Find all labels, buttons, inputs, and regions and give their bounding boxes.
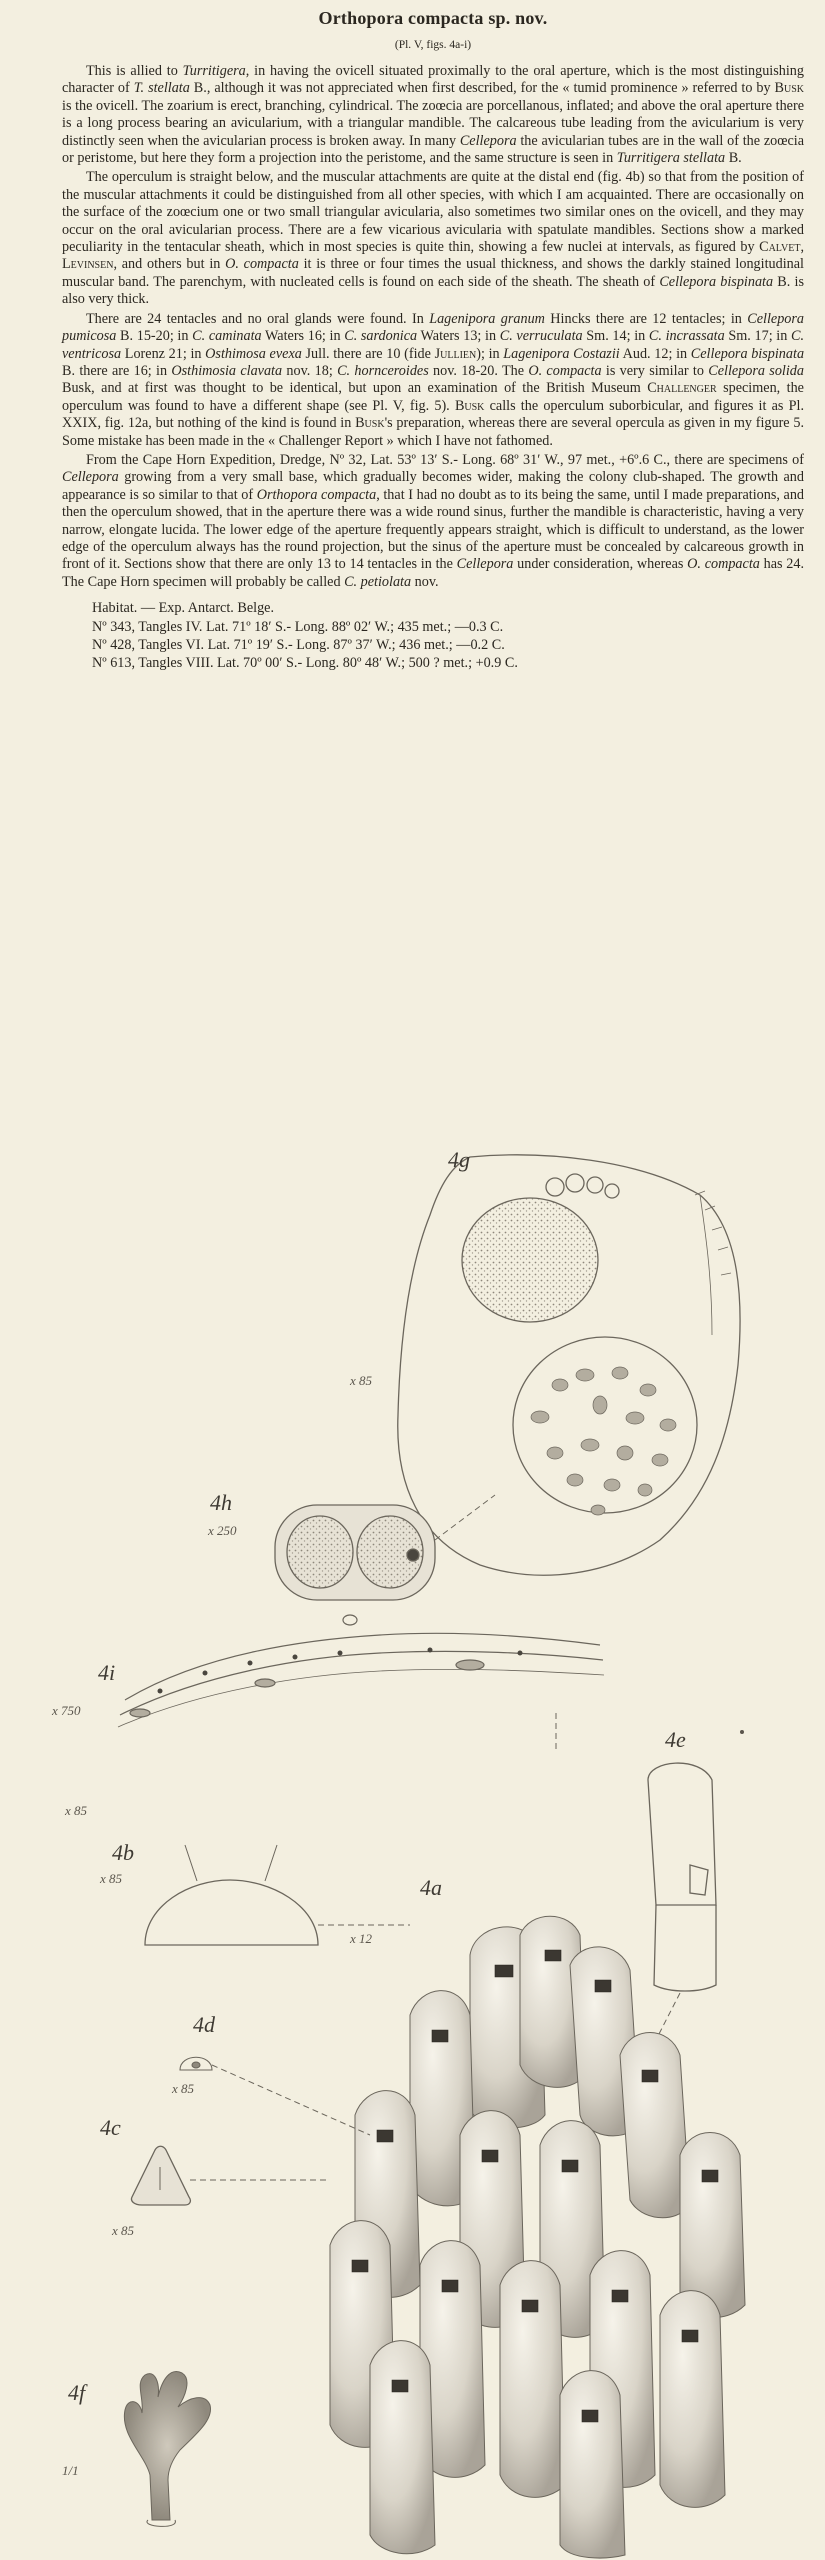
small-caps-name: Busk bbox=[774, 80, 804, 97]
italic-term: Lagenipora Costazii bbox=[503, 345, 620, 362]
italic-term: Osthimosia clavata bbox=[171, 362, 283, 379]
italic-term: Cellepora bbox=[456, 556, 514, 573]
mag-4d: x 85 bbox=[172, 2081, 195, 2096]
label-4b: 4b bbox=[112, 1840, 134, 1865]
label-4c: 4c bbox=[100, 2115, 121, 2140]
figure-4f bbox=[124, 2372, 210, 2527]
italic-term: Turritigera stellata bbox=[616, 150, 726, 167]
article-text bbox=[62, 8, 804, 673]
italic-term: Cellepora bbox=[62, 469, 119, 486]
italic-term: C. sardonica bbox=[344, 328, 418, 345]
italic-term: Cellepora bispinata bbox=[659, 273, 774, 290]
paragraph-4: From the Cape Horn Expedition, Dredge, Nº 32, Lat. 53º 13′ S.- Long. 68º 31′ W., 97 met., +6º.6 C., there are specimens of Cellepora growing from a very small base, which gradually becomes wider, making the colony club-shaped. The growth and appearance is so similar to that of Orthopora compacta, that I had no doubt as to its being the same, until I made preparations, and then the operculum showed, that in the aperture there was a wide round sinus, further the mandible is characteristic, having a very narrow, elongate lucida. The lower edge of the aperture frequently appears straight, which is difficult to understand, as the lower edge of the operculum always has the round projection, but the sinus of the aperture must be concealed by calcareous growth in front of it. Sections show that there are only 13 to 14 tentacles in the Cellepora under consideration, whereas O. compacta has 24. The Cape Horn specimen will probably be called C. petiolata nov. bbox=[62, 451, 805, 590]
italic-term: Cellepora bbox=[459, 132, 517, 149]
paragraph-3: There are 24 tentacles and no oral glands were found. In Lagenipora granum Hincks there are 12 tentacles; in Cellepora pumicosa B. 15-20; in C. caminata Waters 16; in C. sardonica Waters 13; in C. verruculata Sm. 14; in C. incrassata Sm. 17; in C. ventricosa Lorenz 21; in Osthimosa evexa Jull. there are 10 (fide Jullien); in Lagenipora Costazii Aud. 12; in Cellepora bispinata B. there are 16; in Osthimosia clavata nov. 18; C. hornceroides nov. 18-20. The O. compacta is very similar to Cellepora solida Busk, and at first was thought to be identical, but upon an examination of the British Museum Challenger specimen, the operculum was found to have a different shape (see Pl. V, fig. 5). Busk calls the operculum suborbicular, and figures it as Pl. XXIX, fig. 12a, but nothing of the kind is found in Busk's preparation, whereas there are several opercula as given in my figure 5. Some mistake has been made in the « Challenger Report » which I have not fathomed. bbox=[62, 310, 805, 449]
habitat-block bbox=[92, 599, 804, 673]
italic-term: Lagenipora granum bbox=[429, 310, 545, 327]
figure-4h bbox=[275, 1505, 435, 1600]
label-4g: 4g bbox=[448, 1147, 470, 1172]
label-4d: 4d bbox=[193, 2012, 215, 2037]
italic-term: C. caminata bbox=[192, 328, 262, 345]
italic-term: T. stellata bbox=[133, 80, 190, 97]
label-4a: 4a bbox=[420, 1875, 442, 1900]
italic-term: Cellepora pumicosa bbox=[62, 310, 804, 345]
italic-term: O. compacta bbox=[528, 362, 602, 379]
paragraph-1: This is allied to Turritigera, in having the ovicell situated proximally to the oral aperture, which is the most distinguishing character of T. stellata B., although it was not appreciated when first described, for the « tumid prominence » referred to by Busk is the ovicell. The zoarium is erect, branching, cylindrical. The zoœcia are porcellanous, inflated; and above the oral aperture there is a long process bearing an avicularium, with a triangular mandible. The calcareous tube leading from the avicularium is very distinctly seen when the avicularian process is broken away. In many Cellepora the avicularian tubes are in the wall of the zoœcia or peristome, but here they form a projection into the peristome, and the same structure is seen in Turritigera stellata B. bbox=[62, 63, 804, 167]
italic-term: C. petiolata bbox=[344, 573, 412, 590]
mag-4h: x 250 bbox=[208, 1523, 237, 1538]
italic-term: Cellepora solida bbox=[708, 362, 804, 379]
figure-4d bbox=[180, 2057, 212, 2070]
mag-4a: x 12 bbox=[350, 1931, 373, 1946]
italic-term: C. incrassata bbox=[648, 328, 725, 345]
label-4i: 4i bbox=[98, 1660, 116, 1685]
habitat-heading: Habitat. — Exp. Antarct. Belge. bbox=[92, 600, 275, 617]
label-4f: 4f bbox=[68, 2380, 86, 2405]
italic-term: C. ventricosa bbox=[62, 328, 805, 362]
figure-4g bbox=[398, 1155, 740, 1575]
habitat-station-613: Nº 613, Tangles VIII. Lat. 70º 00′ S.- Long. 80º 48′ W.; 500 ? met.; +0.9 C. bbox=[92, 655, 518, 672]
italic-term: Cellepora bispinata bbox=[690, 345, 805, 362]
italic-term: Turritigera bbox=[182, 63, 246, 79]
mag-4f: 1/1 bbox=[62, 2463, 79, 2478]
article-title: Orthopora compacta sp. nov. bbox=[318, 8, 548, 28]
italic-term: Osthimosa evexa bbox=[205, 345, 302, 362]
habitat-station-343: Nº 343, Tangles IV. Lat. 71º 18′ S.- Long. 88º 02′ W.; 435 met.; —0.3 C. bbox=[92, 618, 504, 635]
small-caps-name: Busk bbox=[454, 397, 485, 414]
italic-term: Orthopora compacta bbox=[256, 486, 377, 503]
plate-figure bbox=[0, 1135, 825, 2560]
plate-reference: (Pl. V, figs. 4a-i) bbox=[394, 39, 472, 51]
label-4e: 4e bbox=[665, 1727, 686, 1752]
italic-term: O. compacta bbox=[687, 556, 760, 573]
mag-4i: x 750 bbox=[52, 1703, 81, 1718]
figure-4i bbox=[118, 1615, 604, 1727]
mag-4c: x 85 bbox=[112, 2223, 135, 2238]
label-4h: 4h bbox=[210, 1490, 232, 1515]
small-caps-name: Jullien bbox=[434, 345, 477, 362]
small-caps-name: Busk bbox=[355, 415, 385, 432]
habitat-station-428: Nº 428, Tangles VI. Lat. 71º 19′ S.- Long. 87º 37′ W.; 436 met.; —0.2 C. bbox=[92, 637, 505, 653]
plate-drawing bbox=[0, 1135, 825, 2560]
spot bbox=[740, 1730, 744, 1734]
mag-4b: x 85 bbox=[100, 1871, 123, 1886]
figure-4b bbox=[145, 1845, 318, 1945]
mag-4g: x 85 bbox=[350, 1373, 373, 1388]
italic-term: O. compacta bbox=[225, 256, 299, 273]
italic-term: C. verruculata bbox=[499, 328, 583, 345]
small-caps-name: Challenger bbox=[647, 380, 717, 397]
italic-term: C. hornceroides bbox=[337, 362, 429, 379]
paragraph-2: The operculum is straight below, and the muscular attachments are quite at the distal end (fig. 4b) so that from the position of the muscular attachments it could be distinguished from all other species, with which I am acquainted. There are occasionally on the surface of the zoœcium one or two small triangular avicularia, also sometimes two similar ones on the ovicell, and they may occur on the oral avicularian process. There are a few vicarious avicularia with spatulate mandibles. Sections show a marked peculiarity in the tentacular sheath, which in most species is quite thin, showing a few nuclei at intervals, as figured by Calvet, Levinsen, and others but in O. compacta it is three or four times the usual thickness, and shows the darkly stained longitudinal muscular band. The parenchym, with nucleated cells is found on each side of the sheath. The sheath of Cellepora bispinata B. is also very thick. bbox=[62, 169, 804, 308]
small-caps-name: Calvet, Levinsen bbox=[62, 239, 804, 273]
figure-4a bbox=[330, 1916, 745, 2558]
figure-4c bbox=[131, 2146, 190, 2205]
mag-4e: x 85 bbox=[65, 1803, 88, 1818]
figure-4e bbox=[648, 1763, 716, 1991]
